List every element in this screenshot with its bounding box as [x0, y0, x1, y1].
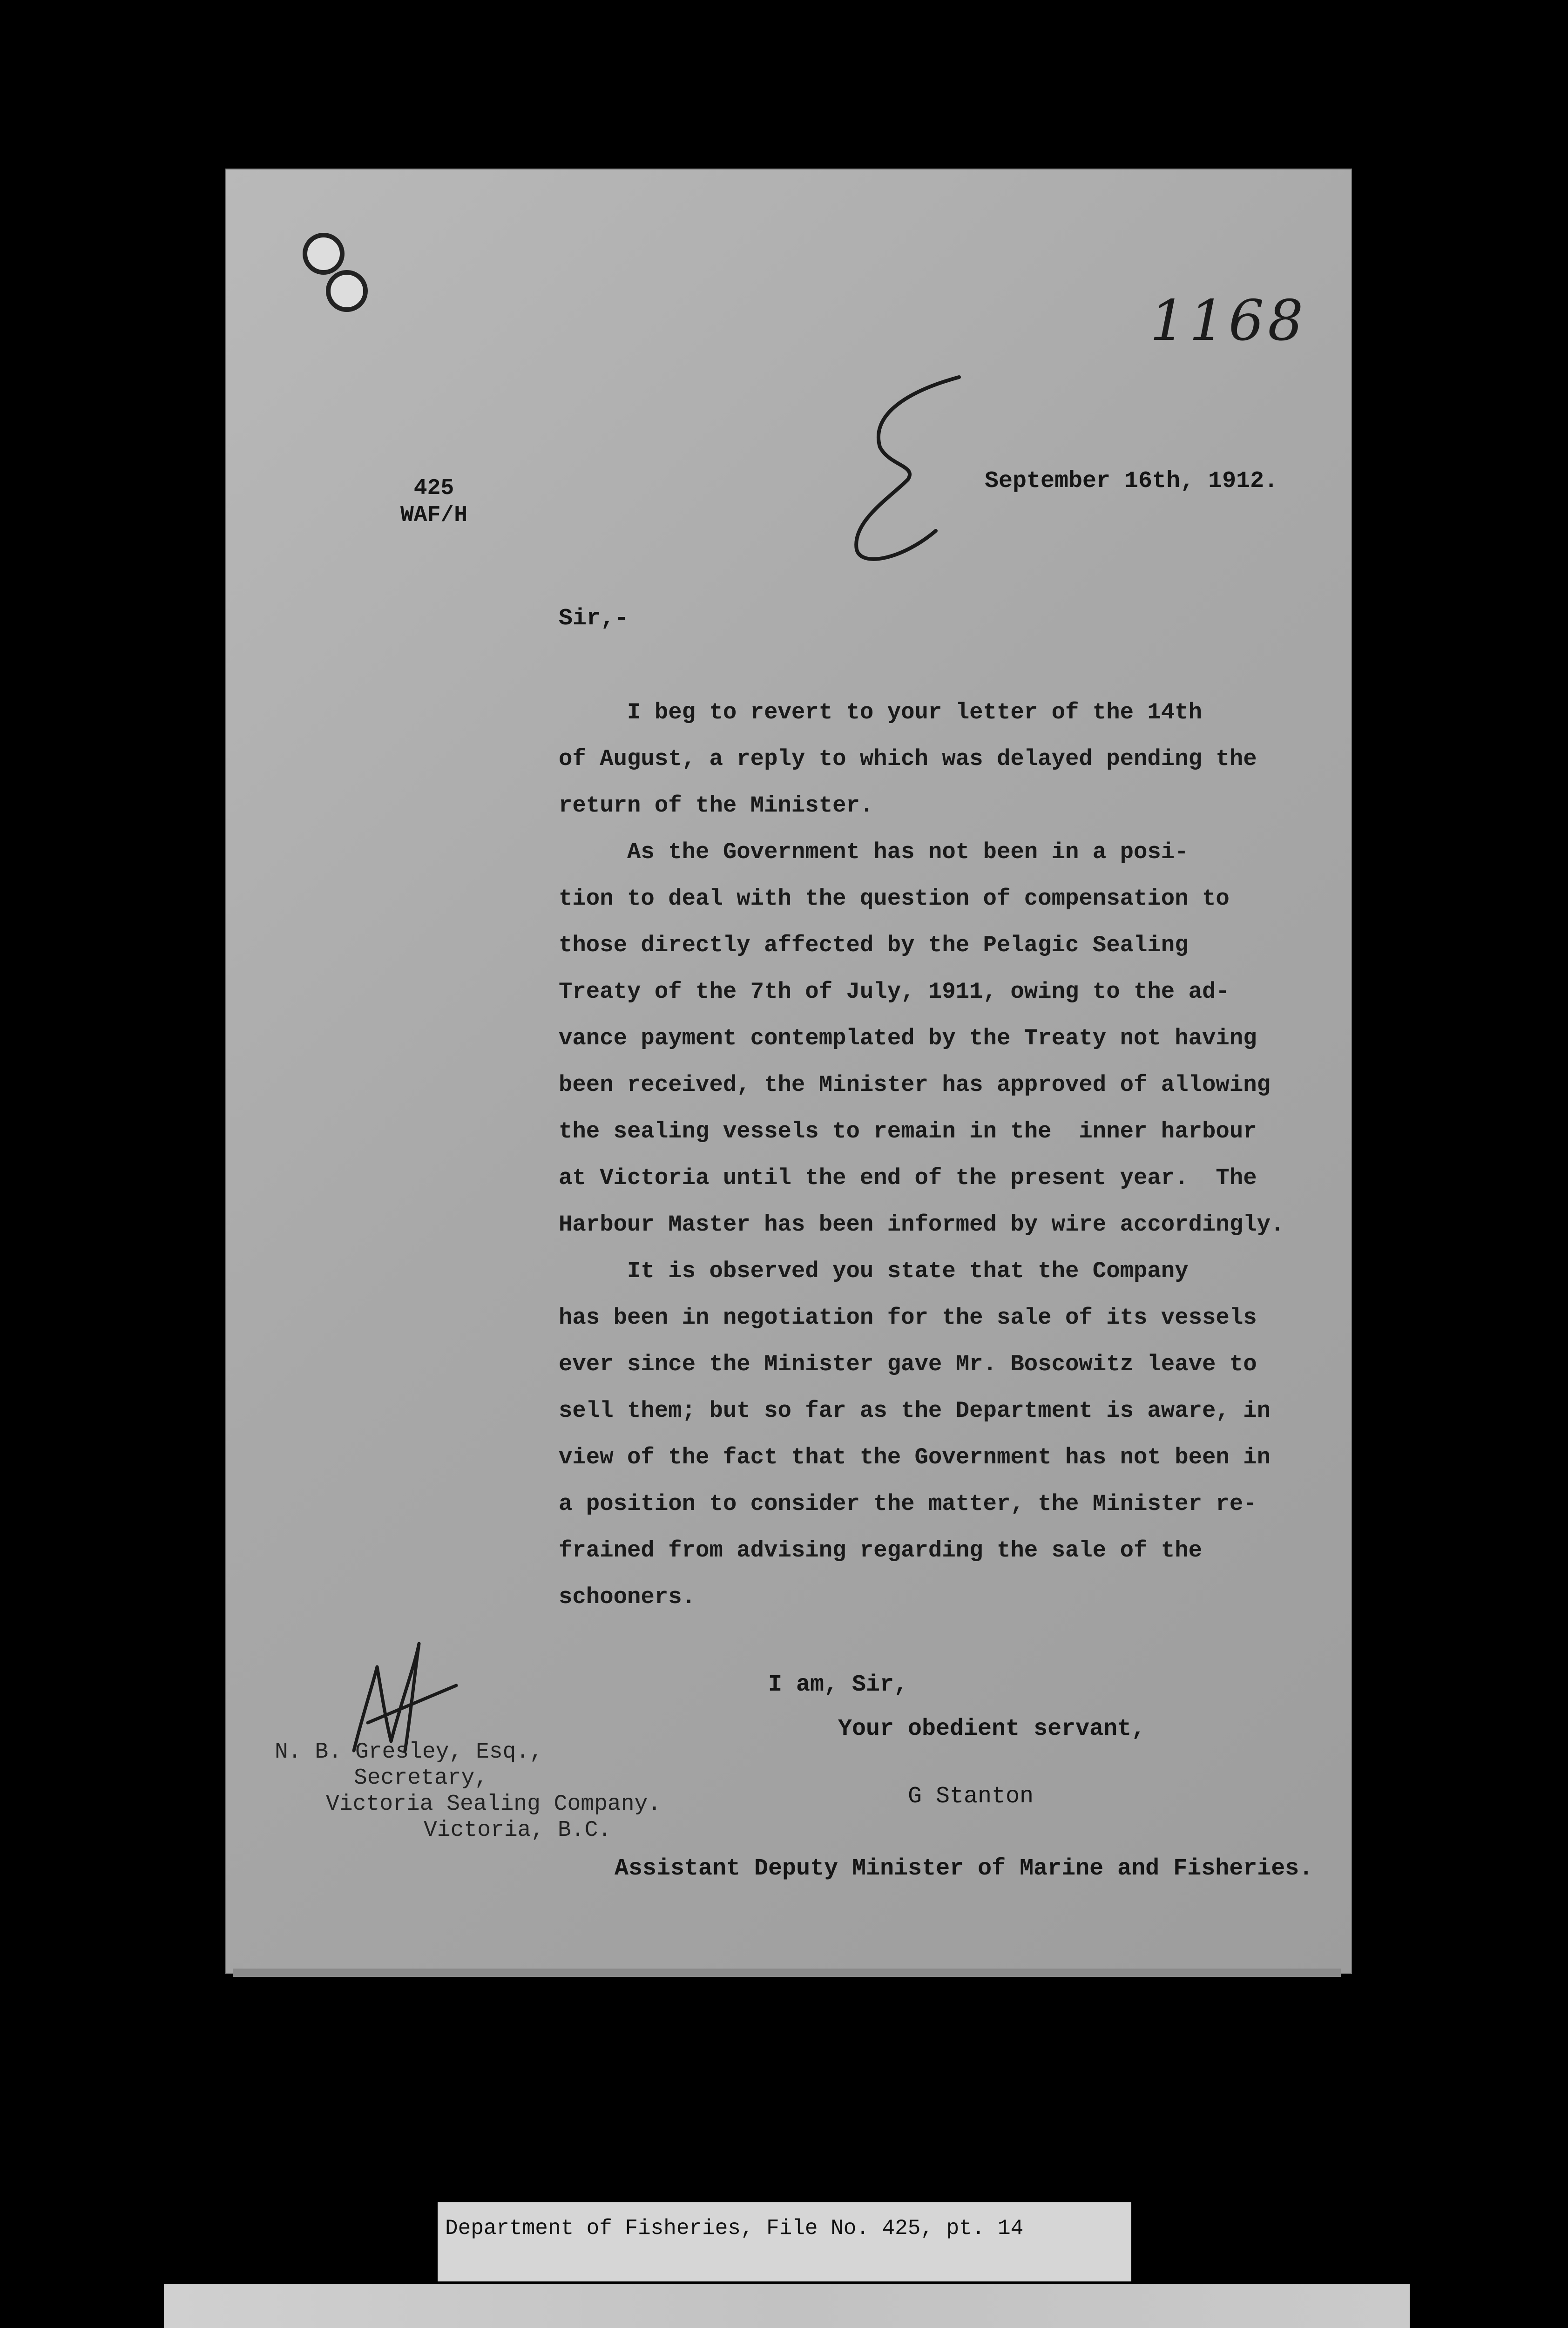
addressee-line: Victoria, B.C.	[424, 1818, 612, 1843]
punch-hole-icon	[303, 233, 345, 275]
body-line: of August, a reply to which was delayed pending the	[559, 746, 1257, 772]
body-line: Treaty of the 7th of July, 1911, owing to the ad-	[559, 979, 1230, 1005]
body-line: has been in negotiation for the sale of its vessels	[559, 1305, 1257, 1331]
addressee-line: Victoria Sealing Company.	[326, 1792, 662, 1817]
addressee-line: Secretary,	[354, 1766, 488, 1791]
body-line: the sealing vessels to remain in the inner harbour	[559, 1118, 1257, 1144]
handwritten-folio-number: 1168	[1150, 289, 1307, 353]
body-line: been received, the Minister has approved of allowing	[559, 1072, 1271, 1098]
letter-bottom-edge	[233, 1969, 1341, 1977]
body-line: As the Government has not been in a posi-	[559, 839, 1189, 865]
archives-card	[164, 2284, 1410, 2328]
letter-body	[559, 689, 1304, 1620]
addressee-block	[275, 1739, 661, 1843]
body-line: at Victoria until the end of the present year. The	[559, 1165, 1257, 1191]
file-initials: WAF/H	[400, 503, 468, 528]
body-line: I beg to revert to your letter of the 14th	[559, 699, 1203, 725]
complimentary-close: Your obedient servant,	[838, 1716, 1146, 1742]
body-line: It is observed you state that the Company	[559, 1258, 1189, 1284]
body-line: sell them; but so far as the Department is aware, in	[559, 1398, 1271, 1424]
body-line: view of the fact that the Government has not been in	[559, 1444, 1271, 1470]
body-line: frained from advising regarding the sale of the	[559, 1537, 1203, 1563]
body-line: schooners.	[559, 1584, 696, 1610]
letter-date: September 16th, 1912.	[985, 468, 1278, 494]
body-line: vance payment contemplated by the Treaty not having	[559, 1025, 1257, 1051]
signatory-name: G Stanton	[908, 1783, 1034, 1810]
body-line: return of the Minister.	[559, 792, 874, 819]
body-line: tion to deal with the question of compensation to	[559, 886, 1230, 912]
body-line: a position to consider the matter, the Minister re-	[559, 1491, 1257, 1517]
closing: I am, Sir,	[768, 1672, 908, 1698]
body-line: ever since the Minister gave Mr. Boscowitz leave to	[559, 1351, 1257, 1377]
signatory-title: Assistant Deputy Minister of Marine and Fisheries.	[615, 1855, 1313, 1882]
file-reference	[400, 475, 467, 529]
salutation: Sir,-	[559, 605, 629, 632]
body-line: those directly affected by the Pelagic Sealing	[559, 932, 1189, 958]
punch-hole-icon	[326, 270, 368, 312]
addressee-line: N. B. Gresley, Esq.,	[275, 1739, 543, 1765]
file-label-text: Department of Fisheries, File No. 425, pt. 14	[445, 2216, 1024, 2240]
body-line: Harbour Master has been informed by wire accordingly.	[559, 1211, 1284, 1238]
file-number: 425	[413, 476, 454, 501]
handwritten-e-mark-icon	[838, 372, 987, 577]
file-label	[438, 2202, 1131, 2281]
